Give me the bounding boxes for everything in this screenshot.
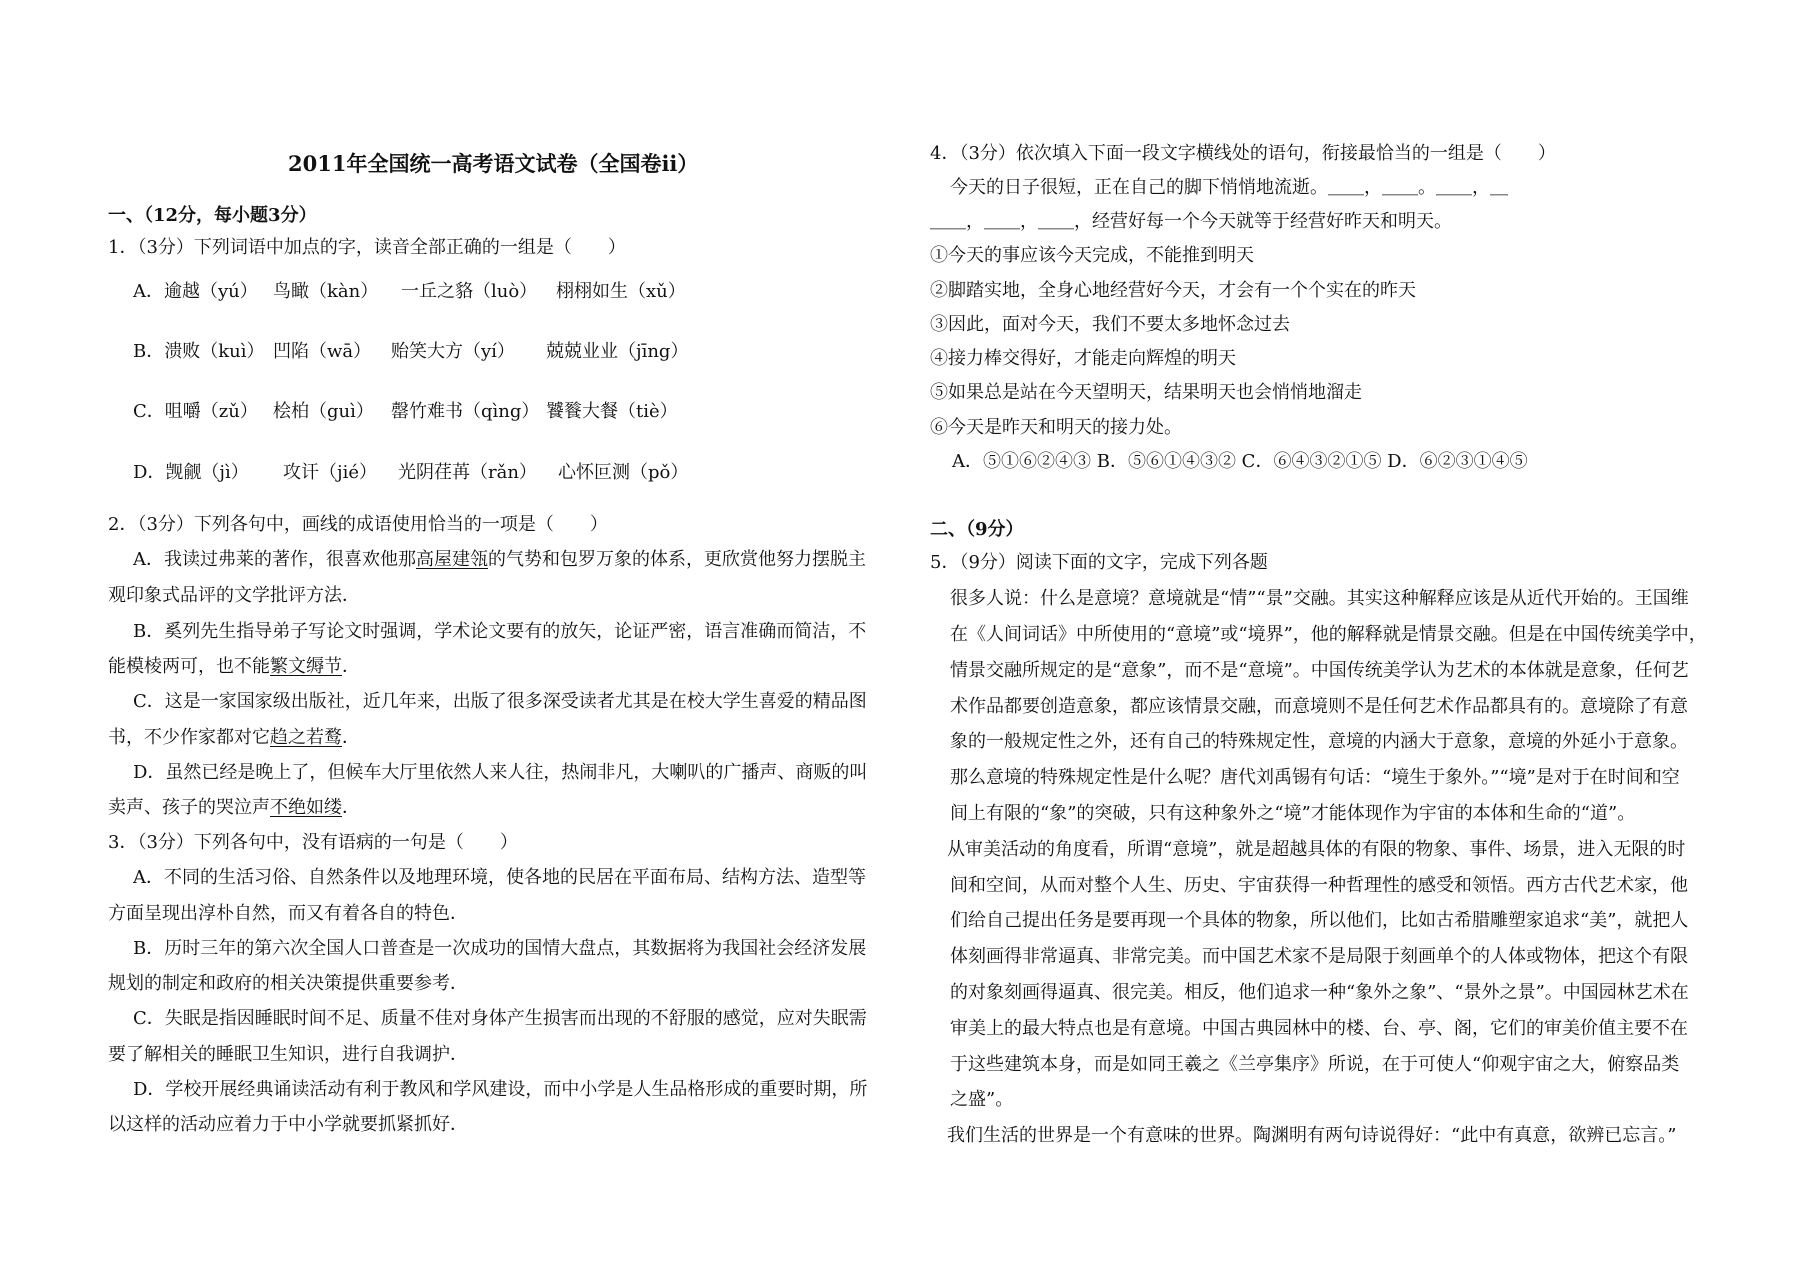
passage-line: 从审美活动的角度看，所谓“意境”，就是超越具体的有限的物象、事件、场景，进入无限的时 [947, 839, 1686, 860]
q2-a-idiom: 高屋建瓴 [416, 549, 488, 570]
passage-line: 术作品都要创造意象，都应该情景交融，而意境则不是任何艺术作品都具有的。意境除了有意 [950, 696, 1688, 717]
q3-c-line-1: C．失眠是指因睡眠时间不足、质量不佳对身体产生损害而出现的不舒服的感觉，应对失眠需 [133, 1008, 867, 1029]
q1-b-1: B．溃败（kuì） [133, 341, 265, 362]
q1-a-3: 一丘之貉（luò） [401, 281, 538, 302]
q1-b-4: 兢兢业业（jīng） [546, 341, 689, 362]
q4-item-1: ①今天的事应该今天完成，不能推到明天 [930, 245, 1254, 266]
q3-a-line-1: A．不同的生活习俗、自然条件以及地理环境，使各地的民居在平面布局、结构方法、造型等 [133, 867, 866, 888]
section-1-heading: 一、（12分，每小题3分） [108, 205, 317, 226]
q1-c-3: 罄竹难书（qìng） [391, 401, 540, 422]
page-title: 2011年全国统一高考语文试卷（全国卷ii） [288, 151, 699, 176]
q2-a-line-1 [133, 548, 866, 572]
q1-d-2: 攻讦（jié） [283, 462, 377, 483]
q1-option-a [133, 280, 686, 304]
q4-item-6: ⑥今天是昨天和明天的接力处。 [930, 417, 1182, 438]
q1-c-4: 饕餮大餐（tiè） [546, 401, 678, 422]
passage-line: 情景交融所规定的是“意象”，而不是“意境”。中国传统美学认为艺术的本体就是意象，任何艺 [950, 660, 1689, 681]
passage-line: 间上有限的“象”的突破，只有这种象外之“境”才能体现作为宇宙的本体和生命的“道”。 [950, 803, 1636, 824]
q4-options: A．⑤①⑥②④③ B．⑤⑥①④③② C．⑥④③②①⑤ D．⑥②③①④⑤ [952, 451, 1528, 472]
q2-d-idiom: 不绝如缕 [270, 797, 342, 818]
q2-stem: 2．（3分）下列各句中，画线的成语使用恰当的一项是（ ） [108, 514, 608, 535]
q3-d-line-2: 以这样的活动应着力于中小学就要抓紧抓好． [108, 1114, 468, 1135]
q1-option-c [133, 400, 678, 424]
q4-item-5: ⑤如果总是站在今天望明天，结果明天也会悄悄地溜走 [930, 382, 1362, 403]
q1-a-1: A．逾越（yú） [133, 281, 258, 302]
q4-item-2: ②脚踏实地，全身心地经营好今天，才会有一个个实在的昨天 [930, 280, 1416, 301]
q2-d-line-1: D．虽然已经是晚上了，但候车大厅里依然人来人往，热闹非凡，大喇叭的广播声、商贩的叫 [133, 762, 868, 783]
q2-a-line-2: 观印象式品评的文学批评方法． [108, 585, 360, 606]
q2-b-idiom: 繁文缛节 [270, 656, 342, 677]
passage-line: 那么意境的特殊规定性是什么呢？唐代刘禹锡有句话：“境生于象外。”“境”是对于在时间和空 [950, 767, 1680, 788]
q4-item-3: ③因此，面对今天，我们不要太多地怀念过去 [930, 314, 1290, 335]
q1-d-1: D．觊觎（jì） [133, 462, 249, 483]
q2-c-text: 书，不少作家都对它 [108, 727, 270, 748]
q2-b-text-2: ． [342, 656, 360, 677]
passage-line: 们给自己提出任务是要再现一个具体的物象，所以他们，比如古希腊雕塑家追求“美”，就把人 [950, 910, 1689, 931]
passage-line: 间和空间，从而对整个人生、历史、宇宙获得一种哲理性的感受和领悟。西方古代艺术家，他 [950, 875, 1688, 896]
q1-stem: 1．（3分）下列词语中加点的字，读音全部正确的一组是（ ） [108, 237, 626, 258]
q3-d-line-1: D．学校开展经典诵读活动有利于教风和学风建设，而中小学是人生品格形成的重要时期，所 [133, 1079, 868, 1100]
q1-b-3: 贻笑大方（yí） [391, 341, 515, 362]
q3-stem: 3．（3分）下列各句中，没有语病的一句是（ ） [108, 832, 518, 853]
passage-line: 在《人间词话》中所使用的“意境”或“境界”，他的解释就是情景交融。但是在中国传统美学中， [950, 624, 1707, 645]
q1-b-2: 凹陷（wā） [273, 341, 372, 362]
passage-line: 很多人说：什么是意境？意境就是“情”“景”交融。其实这种解释应该是从近代开始的。王国维 [950, 588, 1689, 609]
q2-c-text-2: ． [342, 727, 360, 748]
q1-d-3: 光阴荏苒（rǎn） [398, 462, 537, 483]
q4-passage-line-2: ＿＿，＿＿，＿＿，经营好每一个今天就等于经营好昨天和明天。 [930, 211, 1452, 232]
q2-c-idiom: 趋之若鹜 [270, 727, 342, 748]
q2-b-text: 能模棱两可，也不能 [108, 656, 270, 677]
q1-option-b [133, 340, 688, 364]
q2-c-line-1: C．这是一家国家级出版社，近几年来，出版了很多深受读者尤其是在校大学生喜爱的精品图 [133, 691, 867, 712]
q2-b-line-2 [108, 655, 360, 679]
q1-c-1: C．咀嚼（zǔ） [133, 401, 258, 422]
passage-line: 之盛”。 [950, 1089, 1014, 1110]
q1-c-2: 桧柏（guì） [273, 401, 374, 422]
q1-d-4: 心怀叵测（pǒ） [558, 462, 689, 483]
q4-item-4: ④接力棒交得好，才能走向辉煌的明天 [930, 348, 1236, 369]
passage-line: 审美上的最大特点也是有意境。中国古典园林中的楼、台、亭、阁，它们的审美价值主要不在 [950, 1018, 1688, 1039]
q2-c-line-2 [108, 726, 360, 750]
q2-d-text-2: ． [342, 797, 360, 818]
q3-a-line-2: 方面呈现出淳朴自然，而又有着各自的特色． [108, 903, 468, 924]
q5-stem: 5．（9分）阅读下面的文字，完成下列各题 [930, 552, 1268, 573]
passage-line: 于这些建筑本身，而是如同王羲之《兰亭集序》所说，在于可使人“仰观宇宙之大，俯察品类 [950, 1054, 1680, 1075]
q4-stem: 4．（3分）依次填入下面一段文字横线处的语句，衔接最恰当的一组是（ ） [930, 143, 1556, 164]
q1-a-2: 鸟瞰（kàn） [273, 281, 379, 302]
q1-option-d [133, 461, 688, 485]
q3-b-line-2: 规划的制定和政府的相关决策提供重要参考． [108, 973, 468, 994]
q2-a-text-2: 的气势和包罗万象的体系，更欣赏他努力摆脱主 [488, 549, 866, 570]
section-2-heading: 二、（9分） [930, 519, 1024, 540]
passage-line: 象的一般规定性之外，还有自己的特殊规定性，意境的内涵大于意象，意境的外延小于意象。 [950, 731, 1688, 752]
passage-line: 我们生活的世界是一个有意味的世界。陶渊明有两句诗说得好：“此中有真意，欲辨已忘言。” [947, 1125, 1677, 1146]
q4-passage-line-1: 今天的日子很短，正在自己的脚下悄悄地流逝。＿＿，＿＿。＿＿，＿ [950, 177, 1508, 198]
q3-c-line-2: 要了解相关的睡眠卫生知识，进行自我调护． [108, 1044, 468, 1065]
q2-b-line-1: B．奚列先生指导弟子写论文时强调，学术论文要有的放矢，论证严密，语言准确而简洁，不 [133, 621, 867, 642]
q1-a-4: 栩栩如生（xǔ） [556, 281, 686, 302]
q2-d-line-2 [108, 796, 360, 820]
q3-b-line-1: B．历时三年的第六次全国人口普查是一次成功的国情大盘点，其数据将为我国社会经济发展 [133, 938, 867, 959]
passage-line: 体刻画得非常逼真、非常完美。而中国艺术家不是局限于刻画单个的人体或物体，把这个有限 [950, 946, 1688, 967]
q2-a-text: A．我读过弗莱的著作，很喜欢他那 [133, 549, 416, 570]
q2-d-text: 卖声、孩子的哭泣声 [108, 797, 270, 818]
passage-line: 的对象刻画得逼真、很完美。相反，他们追求一种“象外之象”、“景外之景”。中国园林艺术在 [950, 982, 1689, 1003]
